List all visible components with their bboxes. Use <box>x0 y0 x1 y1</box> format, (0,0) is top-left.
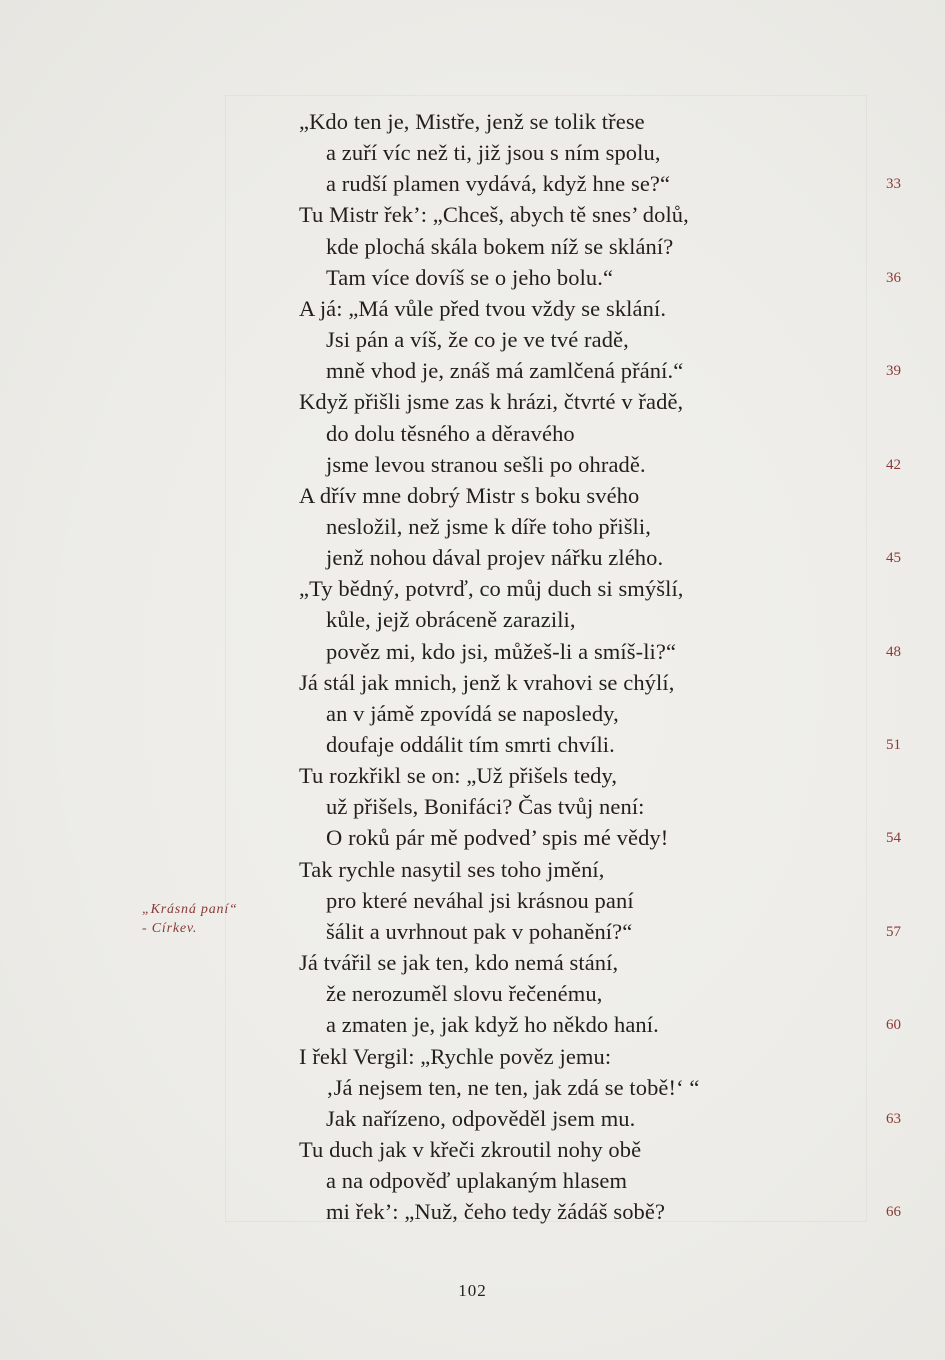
line-number: 63 <box>886 1110 901 1127</box>
line-number: 51 <box>886 737 901 753</box>
line-number: 57 <box>886 923 901 940</box>
verse-line: že nerozuměl slovu řečenému, <box>326 981 603 1007</box>
verse-line: kůle, jejž obráceně zarazili, <box>326 607 576 633</box>
verse-line: doufaje oddálit tím smrti chvíli. <box>326 732 615 757</box>
line-number: 42 <box>886 456 901 473</box>
verse-line: an v jámě zpovídá se naposledy, <box>326 700 619 726</box>
verse-line: „Ty bědný, potvrď, co můj duch si smýšlí, <box>299 576 684 602</box>
verse-line: I řekl Vergil: „Rychle pověz jemu: <box>299 1043 612 1069</box>
verse-line: Tu rozkřikl se on: „Už přišels tedy, <box>299 763 618 789</box>
verse-line: do dolu těsného a děravého <box>326 420 575 446</box>
line-number: 36 <box>886 269 901 286</box>
verse-line: Já stál jak mnich, jenž k vrahovi se chýlí, <box>299 669 675 695</box>
verse-line: Tu Mistr řek’: „Chceš, abych tě snes’ dolů, <box>299 202 689 228</box>
verse-line: a zuří víc než ti, již jsou s ním spolu, <box>326 140 661 166</box>
verse-line: „Kdo ten je, Mistře, jenž se tolik třese <box>299 109 645 134</box>
line-number: 39 <box>886 363 901 380</box>
margin-note-line-1: „Krásná paní“ <box>142 902 238 917</box>
line-number: 54 <box>886 830 901 847</box>
verse-line: Jak nařízeno, odpověděl jsem mu. <box>326 1105 636 1131</box>
verse-line: A dřív mne dobrý Mistr s boku svého <box>299 482 640 508</box>
verse-line: a zmaten je, jak když ho někdo haní. <box>326 1012 659 1038</box>
verse-line: nesložil, než jsme k díře toho přišli, <box>326 513 651 539</box>
verse-line: Tam více dovíš se o jeho bolu.“ <box>326 264 614 290</box>
line-number: 60 <box>886 1017 901 1034</box>
line-number: 48 <box>886 643 901 660</box>
verse-line: Tak rychle nasytil ses toho jmění, <box>299 856 605 882</box>
verse-line: Jsi pán a víš, že co je ve tvé radě, <box>326 327 629 353</box>
margin-note <box>142 900 238 938</box>
verse-line: Když přišli jsme zas k hrázi, čtvrté v řadě, <box>299 389 684 415</box>
line-number: 45 <box>886 550 901 567</box>
verse-line: a na odpověď uplakaným hlasem <box>326 1168 628 1194</box>
verse-line: pověz mi, kdo jsi, můžeš-li a smíš-li?“ <box>326 638 677 664</box>
verse-line: mně vhod je, znáš má zamlčená přání.“ <box>326 358 684 384</box>
verse-line: šálit a uvrhnout pak v pohanění?“ <box>326 918 633 944</box>
verse-line: kde plochá skála bokem níž se sklání? <box>326 233 674 259</box>
verse-line: jenž nohou dával projev nářku zlého. <box>326 545 664 571</box>
line-number: 66 <box>886 1204 901 1221</box>
verse-line: jsme levou stranou sešli po ohradě. <box>326 451 646 477</box>
verse-line: pro které neváhal jsi krásnou paní <box>326 887 634 913</box>
page-number: 102 <box>458 1281 487 1300</box>
verse-line: mi řek’: „Nuž, čeho tedy žádáš sobě? <box>326 1199 666 1225</box>
verse-line: Tu duch jak v křeči zkroutil nohy obě <box>299 1136 642 1162</box>
verse-line: Já tvářil se jak ten, kdo nemá stání, <box>299 950 619 976</box>
verse-line: a rudší plamen vydává, když hne se?“ <box>326 171 671 197</box>
verse-line: už přišels, Bonifáci? Čas tvůj není: <box>326 794 645 820</box>
line-number: 33 <box>886 176 901 193</box>
verse-line: ‚Já nejsem ten, ne ten, jak zdá se tobě!‘ “ <box>326 1074 700 1100</box>
verse-line: O roků pár mě podved’ spis mé vědy! <box>326 825 669 851</box>
verse-line: A já: „Má vůle před tvou vždy se sklání. <box>299 295 667 321</box>
margin-note-line-2: - Církev. <box>142 921 198 936</box>
